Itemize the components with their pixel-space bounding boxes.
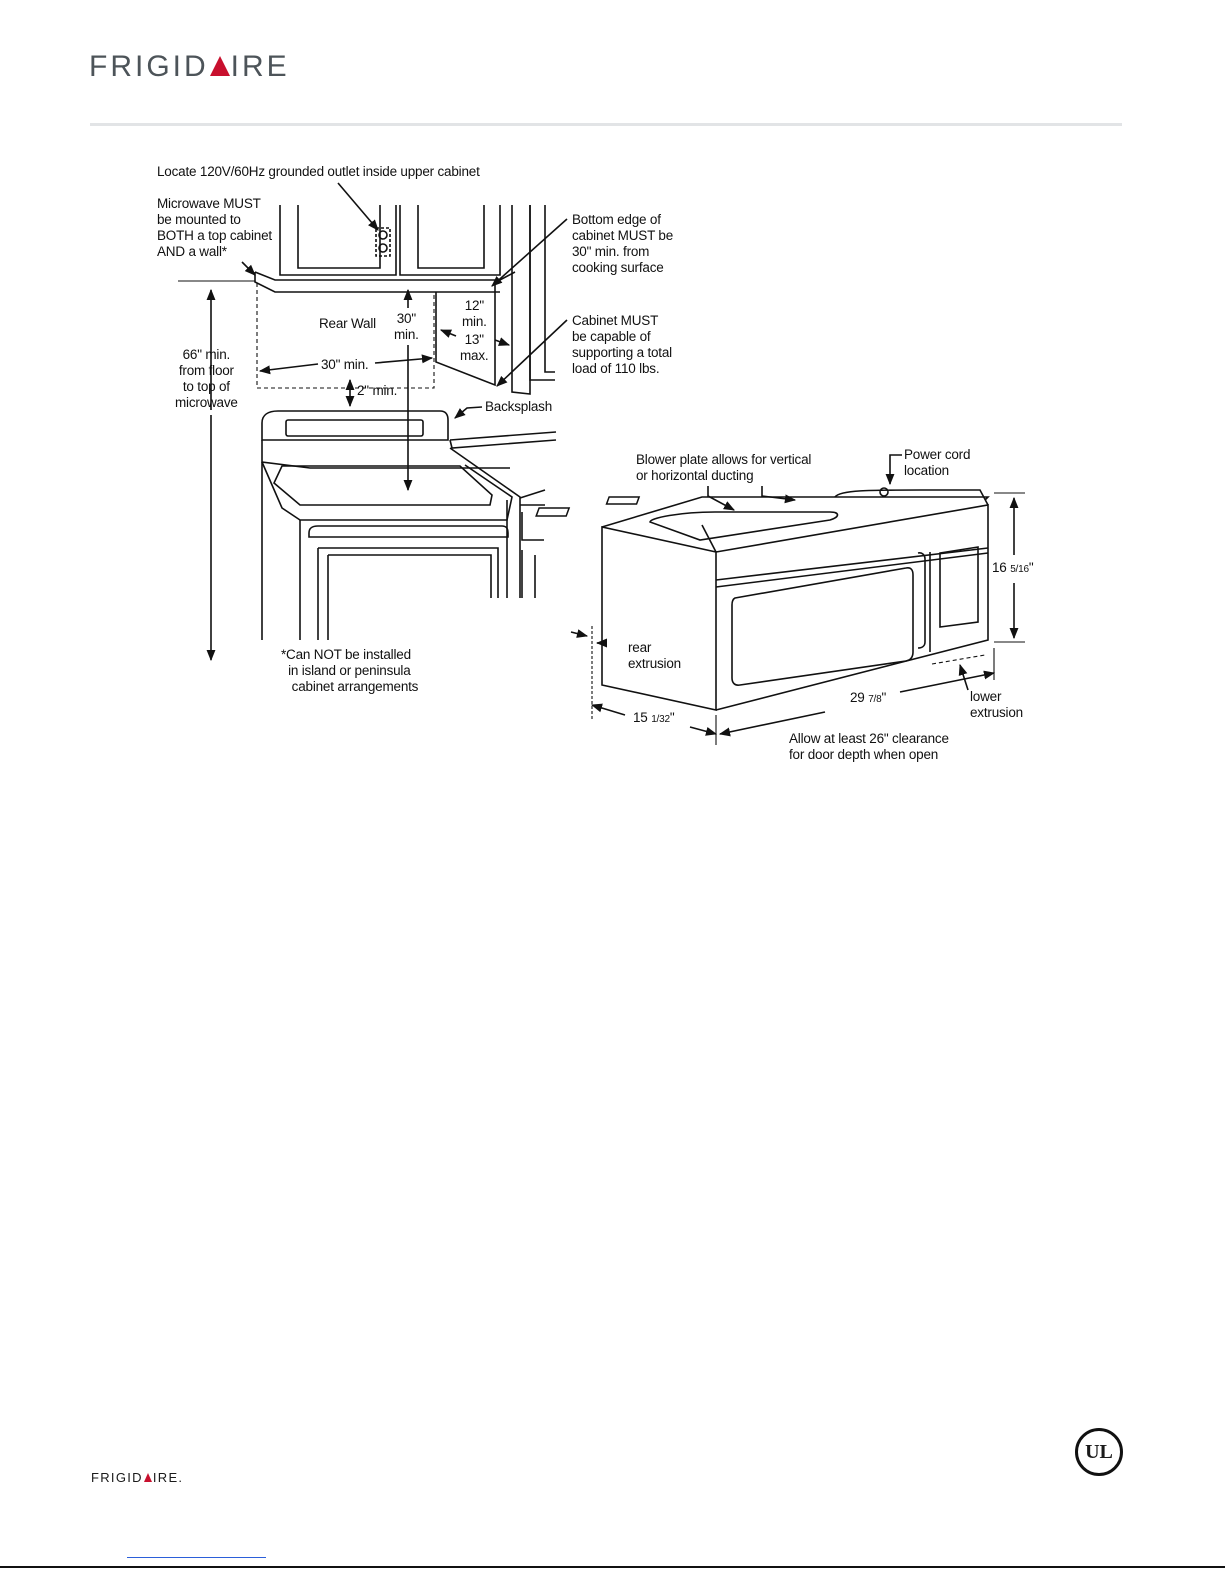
dim-30-min-horizontal: 30" min. [321,357,369,372]
island-note: *Can NOT be installed in island or peninsula cabinet arrangements [281,647,419,694]
dim-66-min: 66" min. from floor to top of microwave [175,347,238,410]
height-dimension: 16 5/16" [992,560,1034,575]
rear-wall-label: Rear Wall [319,316,376,331]
range [262,411,512,640]
dim-2-min: 2" min. [357,383,398,398]
dim-12-min: 12" min. [462,298,487,329]
lower-extrusion-label: lower extrusion [970,689,1023,720]
power-cord-label: Power cord location [904,447,971,478]
ul-certification-icon: UL [1075,1428,1123,1476]
microwave-unit [536,488,988,710]
dim-13-max: 13" max. [460,332,489,363]
outlet-icon [376,228,390,256]
blower-note: Blower plate allows for vertical or horizontal ducting [636,452,812,483]
cabinet-load-note: Cabinet MUST be capable of supporting a total load of 110 lbs. [572,313,672,376]
rear-extrusion-label: rear extrusion [628,640,681,671]
backsplash-label: Backsplash [485,399,553,414]
clearance-note: Allow at least 26" clearance for door depth when open [789,731,949,762]
frigidaire-logo: FRIGID IRE [89,50,290,83]
footer-link-underline[interactable] [127,1557,266,1558]
dim-30-min-vertical: 30" min. [394,311,419,342]
outlet-note: Locate 120V/60Hz grounded outlet inside upper cabinet [157,164,480,179]
mount-note: Microwave MUST be mounted to BOTH a top cabinet AND a wall* [157,196,272,259]
width-dimension: 29 7/8" [850,690,887,705]
footer-frigidaire-logo: FRIGID IRE. [91,1470,184,1485]
footer-logo-triangle-icon [144,1473,152,1482]
depth-dimension: 15 1/32" [633,710,675,725]
bottom-edge-note: Bottom edge of cabinet MUST be 30" min. from cooking surface [572,212,674,275]
page-bottom-border [0,1566,1225,1568]
